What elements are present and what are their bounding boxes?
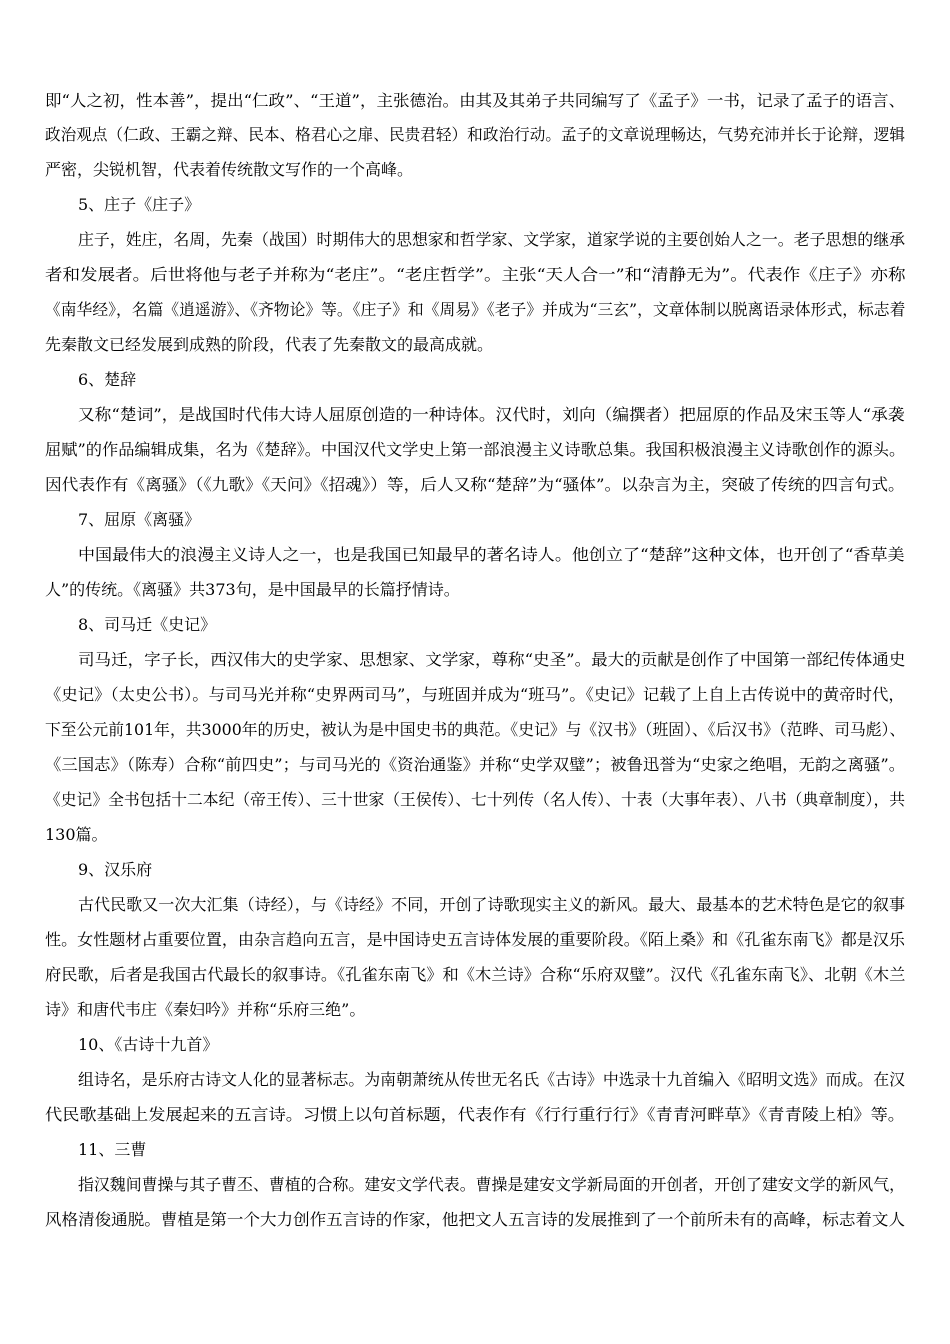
text-line: 指汉魏间曹操与其子曹丕、曹植的合称。建安文学代表。曹操是建安文学新局面的开创者，开创了建安文学的新风气，	[78, 1175, 906, 1194]
text-line: 古代民歌又一次大汇集（诗经），与《诗经》不同，开创了诗歌现实主义的新风。最大、最基本的艺术特色是它的叙事	[78, 895, 906, 914]
text-line: 《三国志》（陈寿）合称“前四史”；与司马光的《资治通鉴》并称“史学双璧”；被鲁迅誉为“史家之绝唱，无韵之离骚”。	[45, 755, 906, 774]
section-heading: 6、楚辞	[78, 370, 137, 389]
section-heading: 7、屈原《离骚》	[78, 510, 201, 529]
text-line: 代民歌基础上发展起来的五言诗。习惯上以句首标题，代表作有《行行重行行》《青青河畔草》《青青陵上柏》等。	[45, 1105, 906, 1124]
text-line: 庄子，姓庄，名周，先秦（战国）时期伟大的思想家和哲学家、文学家，道家学说的主要创始人之一。老子思想的继承	[78, 230, 906, 249]
text-line: 130篇。	[45, 825, 108, 844]
text-line: 屈赋”的作品编辑成集，名为《楚辞》。中国汉代文学史上第一部浪漫主义诗歌总集。我国积极浪漫主义诗歌创作的源头。	[45, 440, 906, 459]
text-line: 政治观点（仁政、王霸之辩、民本、格君心之扉、民贵君轻）和政治行动。孟子的文章说理畅达，气势充沛并长于论辩，逻辑	[45, 125, 906, 144]
text-line: 又称“楚词”，是战国时代伟大诗人屈原创造的一种诗体。汉代时，刘向（编撰者）把屈原的作品及宋玉等人“承袭	[78, 405, 905, 424]
text-line: 组诗名，是乐府古诗文人化的显著标志。为南朝萧统从传世无名氏《古诗》中选录十九首编入《昭明文选》而成。在汉	[78, 1070, 906, 1089]
text-line: 先秦散文已经发展到成熟的阶段，代表了先秦散文的最高成就。	[45, 335, 494, 354]
text-line: 府民歌，后者是我国古代最长的叙事诗。《孔雀东南飞》和《木兰诗》合称“乐府双璧”。汉代《孔雀东南飞》、北朝《木兰	[45, 965, 906, 984]
text-line: 中国最伟大的浪漫主义诗人之一，也是我国已知最早的著名诗人。他创立了“楚辞”这种文体，也开创了“香草美	[78, 545, 905, 564]
text-line: 严密，尖锐机智，代表着传统散文写作的一个高峰。	[45, 160, 414, 179]
text-line: 即“人之初，性本善”，提出“仁政”、“王道”，主张德治。由其及其弟子共同编写了《孟子》一书，记录了孟子的语言、	[45, 91, 906, 110]
section-heading: 11、三曹	[78, 1140, 147, 1159]
section-heading: 8、司马迁《史记》	[78, 615, 217, 634]
text-line: 《史记》（太史公书）。与司马光并称“史界两司马”，与班固并成为“班马”。《史记》记载了上自上古传说中的黄帝时代，	[45, 685, 905, 704]
text-line: 风格清俊通脱。曹植是第一个大力创作五言诗的作家，他把文人五言诗的发展推到了一个前所未有的高峰，标志着文人	[45, 1210, 906, 1229]
text-line: 司马迁，字子长，西汉伟大的史学家、思想家、文学家，尊称“史圣”。最大的贡献是创作了中国第一部纪传体通史	[78, 650, 906, 669]
text-line: 因代表作有《离骚》（《九歌》《天问》《招魂》）等，后人又称“楚辞”为“骚体”。以杂言为主，突破了传统的四言句式。	[45, 475, 905, 494]
section-heading: 5、庄子《庄子》	[78, 195, 201, 214]
text-line: 人”的传统。《离骚》共373句，是中国最早的长篇抒情诗。	[45, 580, 460, 599]
text-line: 性。女性题材占重要位置，由杂言趋向五言，是中国诗史五言诗体发展的重要阶段。《陌上桑》和《孔雀东南飞》都是汉乐	[45, 930, 906, 949]
text-line: 者和发展者。后世将他与老子并称为“老庄”。“老庄哲学”。主张“天人合一”和“清静无为”。代表作《庄子》亦称	[45, 265, 906, 284]
section-heading: 9、汉乐府	[78, 860, 153, 879]
text-line: 《南华经》，名篇《逍遥游》、《齐物论》等。《庄子》和《周易》《老子》并成为“三玄”，文章体制以脱离语录体形式，标志着	[45, 300, 906, 319]
section-heading: 10、《古诗十九首》	[78, 1035, 219, 1054]
text-line: 诗》和唐代韦庄《秦妇吟》并称“乐府三绝”。	[45, 1000, 366, 1019]
text-line: 下至公元前101年，共3000年的历史，被认为是中国史书的典范。《史记》与《汉书》（班固）、《后汉书》（范晔、司马彪）、	[45, 720, 906, 739]
text-line: 《史记》全书包括十二本纪（帝王传）、三十世家（王侯传）、七十列传（名人传）、十表（大事年表）、八书（典章制度），共	[45, 790, 906, 809]
